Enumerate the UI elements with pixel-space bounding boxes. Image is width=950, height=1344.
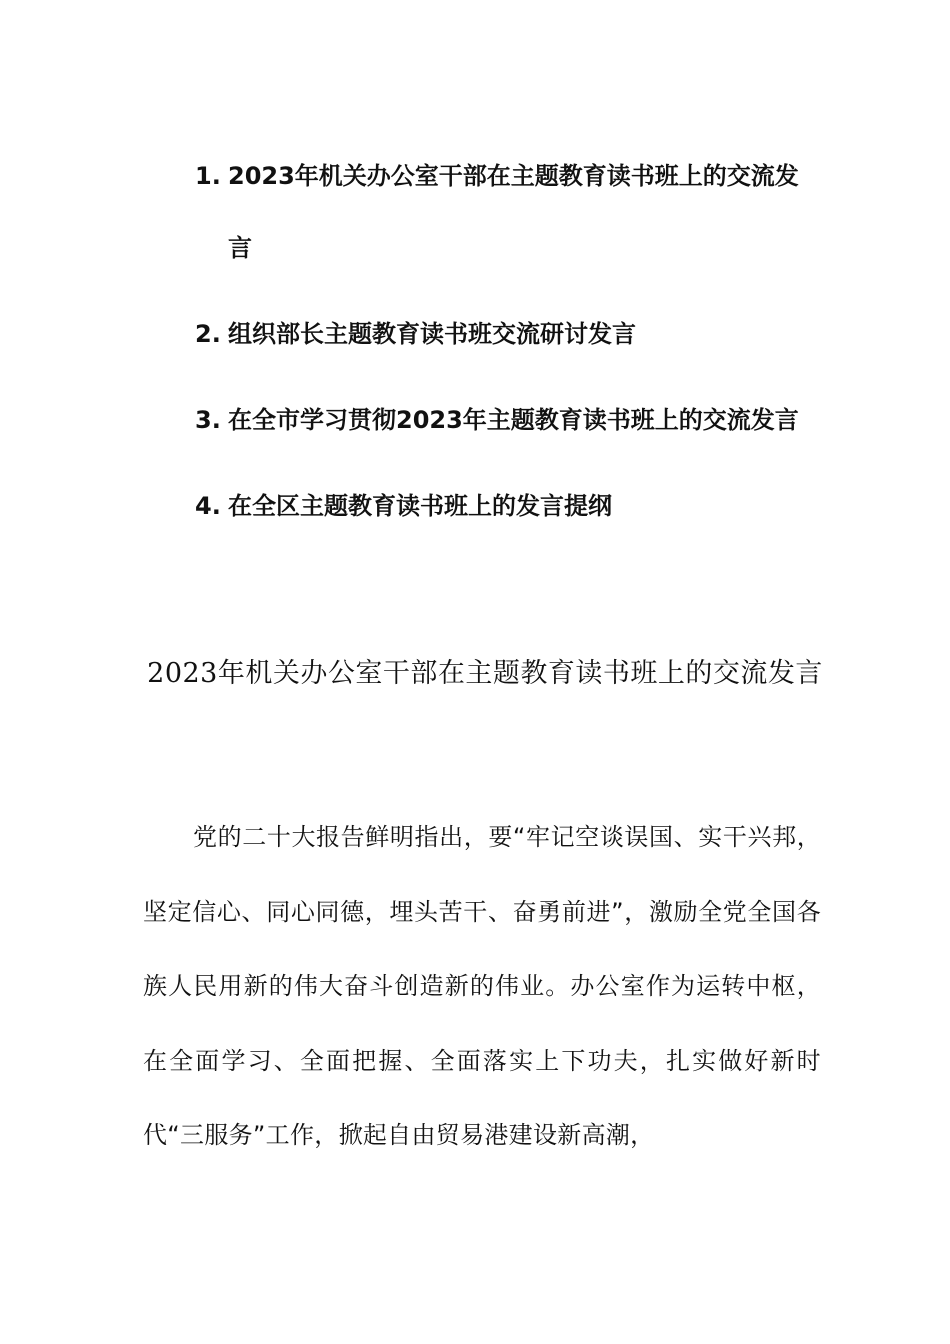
toc-item-4: [195, 470, 815, 542]
body-paragraph: 党的二十大报告鲜明指出，要“牢记空谈误国、实干兴邦，坚定信心、同心同德，埋头苦干、奋勇前进”，激励全党全国各族人民用新的伟大奋斗创造新的伟业。办公室作为运转中枢，在全面学习、全面把握、全面落实上下功夫，扎实做好新时代“三服务”工作，掀起自由贸易港建设新高潮，: [143, 823, 821, 1149]
toc-item-number: 1.: [195, 162, 221, 190]
toc-item-1: [195, 140, 815, 284]
toc-item-text: 在全市学习贯彻2023年主题教育读书班上的交流发言: [228, 406, 799, 434]
toc-item-text: 2023年机关办公室干部在主题教育读书班上的交流发言: [228, 162, 799, 262]
toc-item-text: 组织部长主题教育读书班交流研讨发言: [228, 320, 636, 348]
toc-item-number: 4.: [195, 492, 221, 520]
toc-item-2: [195, 298, 815, 370]
article-title: 2023年机关办公室干部在主题教育读书班上的交流发言: [147, 658, 823, 689]
table-of-contents: [195, 140, 815, 556]
toc-item-text: 在全区主题教育读书班上的发言提纲: [228, 492, 612, 520]
toc-item-number: 2.: [195, 320, 221, 348]
toc-item-number: 3.: [195, 406, 221, 434]
toc-item-3: [195, 384, 815, 456]
